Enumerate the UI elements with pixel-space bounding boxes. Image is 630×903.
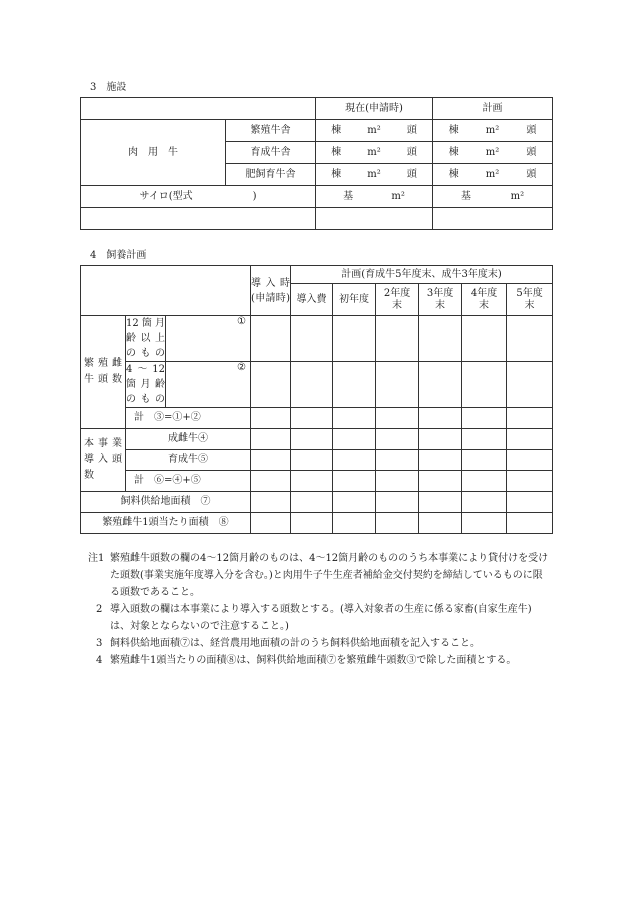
plan-cell[interactable] bbox=[251, 492, 291, 513]
plan-cell[interactable] bbox=[462, 362, 507, 408]
row-label-area-per-head: 繁殖雌牛1頭当たり面積 ⑧ bbox=[81, 513, 251, 534]
plan-header-blank bbox=[81, 266, 251, 316]
silo-plan-cell[interactable]: 基 m² bbox=[433, 186, 553, 208]
plan-header-plan: 計画(育成牛5年度末、成牛3年度末) bbox=[291, 266, 553, 284]
plan-cell[interactable] bbox=[462, 492, 507, 513]
plan-cell[interactable] bbox=[376, 316, 419, 362]
plan-cell[interactable] bbox=[291, 316, 333, 362]
plan-cell[interactable] bbox=[419, 450, 462, 471]
plan-cell[interactable] bbox=[333, 513, 376, 534]
silo-current-cell[interactable]: 基 m² bbox=[316, 186, 433, 208]
plan-cell[interactable] bbox=[251, 408, 291, 429]
facilities-header-plan: 計画 bbox=[433, 98, 553, 120]
plan-cell[interactable] bbox=[419, 362, 462, 408]
plan-cell[interactable] bbox=[291, 408, 333, 429]
plan-cell[interactable] bbox=[291, 362, 333, 408]
plan-cell[interactable] bbox=[376, 362, 419, 408]
plan-cell[interactable] bbox=[507, 316, 553, 362]
note-text: 導入頭数の欄は本事業により導入する頭数とする。(導入対象者の生産に係る家畜(自家生産牛)は、対象とならないので注意すること。) bbox=[110, 604, 532, 632]
note-item bbox=[90, 601, 550, 635]
plan-cell[interactable] bbox=[507, 492, 553, 513]
plan-cell[interactable] bbox=[376, 471, 419, 492]
plan-cell[interactable] bbox=[251, 429, 291, 450]
plan-cell[interactable] bbox=[251, 471, 291, 492]
year-header: 導入費 bbox=[291, 284, 333, 316]
plan-cell[interactable] bbox=[462, 429, 507, 450]
plan-cell[interactable] bbox=[507, 450, 553, 471]
note-number: 注1 bbox=[88, 553, 105, 564]
plan-cell[interactable] bbox=[507, 408, 553, 429]
facilities-extra-label-cell[interactable] bbox=[81, 208, 316, 230]
plan-cell[interactable] bbox=[462, 450, 507, 471]
plan-cell[interactable] bbox=[462, 513, 507, 534]
facilities-header-blank bbox=[81, 98, 316, 120]
plan-cell[interactable] bbox=[462, 471, 507, 492]
plan-cell[interactable] bbox=[251, 513, 291, 534]
note-item bbox=[90, 652, 550, 669]
note-text: 飼料供給地面積⑦は、経営農用地面積の計のうち飼料供給地面積を記入すること。 bbox=[110, 638, 480, 649]
plan-cell[interactable] bbox=[419, 408, 462, 429]
year-header: 初年度 bbox=[333, 284, 376, 316]
plan-cell[interactable] bbox=[291, 471, 333, 492]
row-mark-2: ② bbox=[166, 362, 251, 408]
plan-cell[interactable] bbox=[291, 429, 333, 450]
notes bbox=[90, 550, 550, 669]
facilities-category-beef: 肉 用 牛 bbox=[81, 120, 226, 186]
note-text: 繁殖雌牛1頭当たりの面積⑧は、飼料供給地面積⑦を繁殖雌牛頭数③で除した面積とする。 bbox=[110, 655, 517, 666]
silo-label: サイロ(型式 ) bbox=[81, 186, 316, 208]
plan-cell[interactable] bbox=[376, 408, 419, 429]
plan-cell[interactable] bbox=[333, 492, 376, 513]
row-label-4-12-months: 4～12箇月齢のもの bbox=[126, 362, 166, 408]
facility-current-cell[interactable]: 棟 m² 頭 bbox=[316, 120, 433, 142]
note-item bbox=[90, 635, 550, 652]
facility-current-cell[interactable]: 棟 m² 頭 bbox=[316, 142, 433, 164]
plan-cell[interactable] bbox=[462, 316, 507, 362]
group-breeding-females: 繁殖雌牛頭数 bbox=[81, 316, 126, 429]
note-text: 繁殖雌牛頭数の欄の4～12箇月齢のものは、4～12箇月齢のもののうち本事業により貸付けを受けた頭数(事業実施年度導入分を含む。)と肉用牛子牛生産者補給金交付契約を締結しているものに限る頭数であること。 bbox=[110, 553, 549, 598]
note-number: 2 bbox=[96, 604, 103, 615]
row-label-adult-female: 成雌牛④ bbox=[126, 429, 251, 450]
feeding-plan-table bbox=[80, 265, 553, 534]
row-label-feed-area: 飼料供給地面積 ⑦ bbox=[81, 492, 251, 513]
plan-cell[interactable] bbox=[291, 513, 333, 534]
plan-cell[interactable] bbox=[333, 316, 376, 362]
section3-title: 3 施設 bbox=[90, 82, 127, 93]
plan-cell[interactable] bbox=[333, 362, 376, 408]
plan-cell[interactable] bbox=[376, 429, 419, 450]
facilities-table bbox=[80, 97, 553, 230]
row-mark-1: ① bbox=[166, 316, 251, 362]
facilities-header-current: 現在(申請時) bbox=[316, 98, 433, 120]
plan-cell[interactable] bbox=[376, 513, 419, 534]
year-header: 3年度末 bbox=[419, 284, 462, 316]
plan-cell[interactable] bbox=[376, 450, 419, 471]
row-label-sum-6: 計 ⑥=④+⑤ bbox=[126, 471, 251, 492]
plan-cell[interactable] bbox=[376, 492, 419, 513]
plan-cell[interactable] bbox=[333, 429, 376, 450]
plan-cell[interactable] bbox=[291, 492, 333, 513]
plan-cell[interactable] bbox=[462, 408, 507, 429]
plan-cell[interactable] bbox=[251, 362, 291, 408]
plan-cell[interactable] bbox=[507, 429, 553, 450]
plan-cell[interactable] bbox=[291, 450, 333, 471]
facility-row-label: 肥飼育牛舎 bbox=[226, 164, 316, 186]
plan-cell[interactable] bbox=[419, 316, 462, 362]
note-item bbox=[90, 550, 550, 601]
plan-cell[interactable] bbox=[419, 492, 462, 513]
plan-cell[interactable] bbox=[419, 471, 462, 492]
plan-cell[interactable] bbox=[419, 513, 462, 534]
note-number: 3 bbox=[96, 638, 103, 649]
row-label-12-months: 12箇月齢以上のもの bbox=[126, 316, 166, 362]
row-label-young-cattle: 育成牛⑤ bbox=[126, 450, 251, 471]
plan-cell[interactable] bbox=[333, 450, 376, 471]
plan-cell[interactable] bbox=[419, 429, 462, 450]
facility-plan-cell[interactable]: 棟 m² 頭 bbox=[433, 164, 553, 186]
facility-plan-cell[interactable]: 棟 m² 頭 bbox=[433, 142, 553, 164]
plan-cell[interactable] bbox=[507, 513, 553, 534]
facility-row-label: 育成牛舎 bbox=[226, 142, 316, 164]
plan-cell[interactable] bbox=[507, 471, 553, 492]
facilities-extra-current-cell[interactable] bbox=[316, 208, 433, 230]
row-label-sum-3: 計 ③=①+② bbox=[126, 408, 251, 429]
plan-cell[interactable] bbox=[333, 408, 376, 429]
year-header: 2年度末 bbox=[376, 284, 419, 316]
facility-current-cell[interactable]: 棟 m² 頭 bbox=[316, 164, 433, 186]
group-project-introduced: 本事業導入頭数 bbox=[81, 429, 126, 492]
section4-title: 4 飼養計画 bbox=[90, 250, 147, 261]
note-number: 4 bbox=[96, 655, 103, 666]
facilities-extra-plan-cell[interactable] bbox=[433, 208, 553, 230]
plan-cell[interactable] bbox=[251, 450, 291, 471]
year-header: 4年度末 bbox=[462, 284, 507, 316]
plan-header-intro: 導入時(申請時) bbox=[251, 266, 291, 316]
facility-row-label: 繁殖牛舎 bbox=[226, 120, 316, 142]
facility-plan-cell[interactable]: 棟 m² 頭 bbox=[433, 120, 553, 142]
plan-cell[interactable] bbox=[333, 471, 376, 492]
plan-cell[interactable] bbox=[251, 316, 291, 362]
plan-cell[interactable] bbox=[507, 362, 553, 408]
year-header: 5年度末 bbox=[507, 284, 553, 316]
